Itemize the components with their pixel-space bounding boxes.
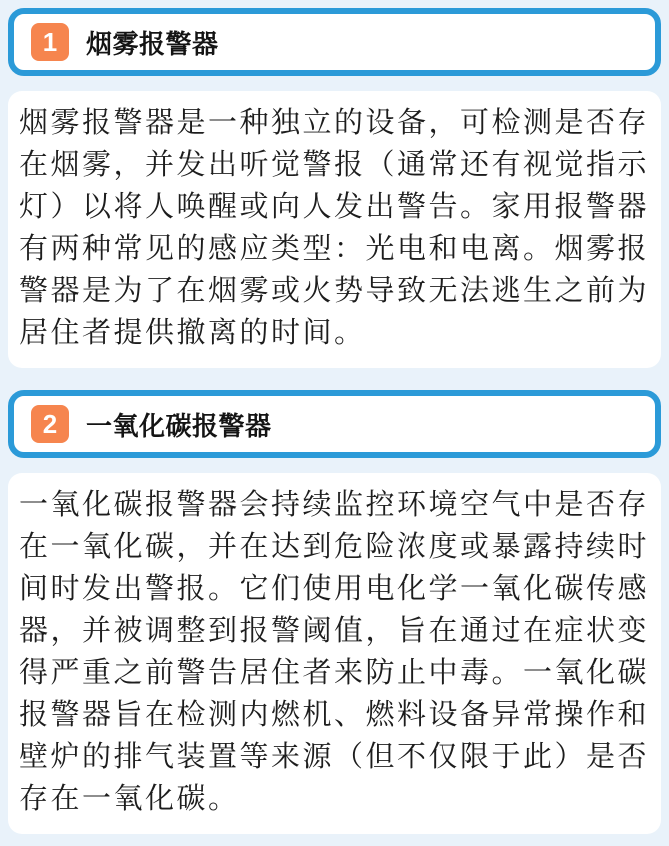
co-alarm-number: 2 xyxy=(42,409,58,439)
section-co-alarm xyxy=(8,390,661,834)
smoke-alarm-title: 烟雾报警器 xyxy=(86,28,219,59)
co-alarm-body-text: 一氧化碳报警器会持续监控环境空气中是否存在一氧化碳，并在达到危险浓度或暴露持续时间时发出警报。它们使用电化学一氧化碳传感器，并被调整到报警阈值，旨在通过在症状变得严重之前警告居住者来防止中毒。一氧化碳报警器旨在检测内燃机、燃料设备异常操作和壁炉的排气装置等来源（但不仅限于此）是否存在一氧化碳。 xyxy=(19,489,650,815)
co-alarm-title: 一氧化碳报警器 xyxy=(86,410,272,441)
smoke-alarm-number: 1 xyxy=(42,27,58,57)
section-smoke-alarm xyxy=(8,8,661,368)
co-alarm-body-card xyxy=(8,473,661,834)
smoke-alarm-body-card xyxy=(8,91,661,368)
co-alarm-number-badge xyxy=(31,405,69,443)
smoke-alarm-header-card xyxy=(8,8,661,76)
co-alarm-header-card xyxy=(8,390,661,458)
smoke-alarm-number-badge xyxy=(31,23,69,61)
smoke-alarm-body-text: 烟雾报警器是一种独立的设备，可检测是否存在烟雾，并发出听觉警报（通常还有视觉指示灯）以将人唤醒或向人发出警告。家用报警器有两种常见的感应类型：光电和电离。烟雾报警器是为了在烟雾或火势导致无法逃生之前为居住者提供撤离的时间。 xyxy=(19,107,650,349)
